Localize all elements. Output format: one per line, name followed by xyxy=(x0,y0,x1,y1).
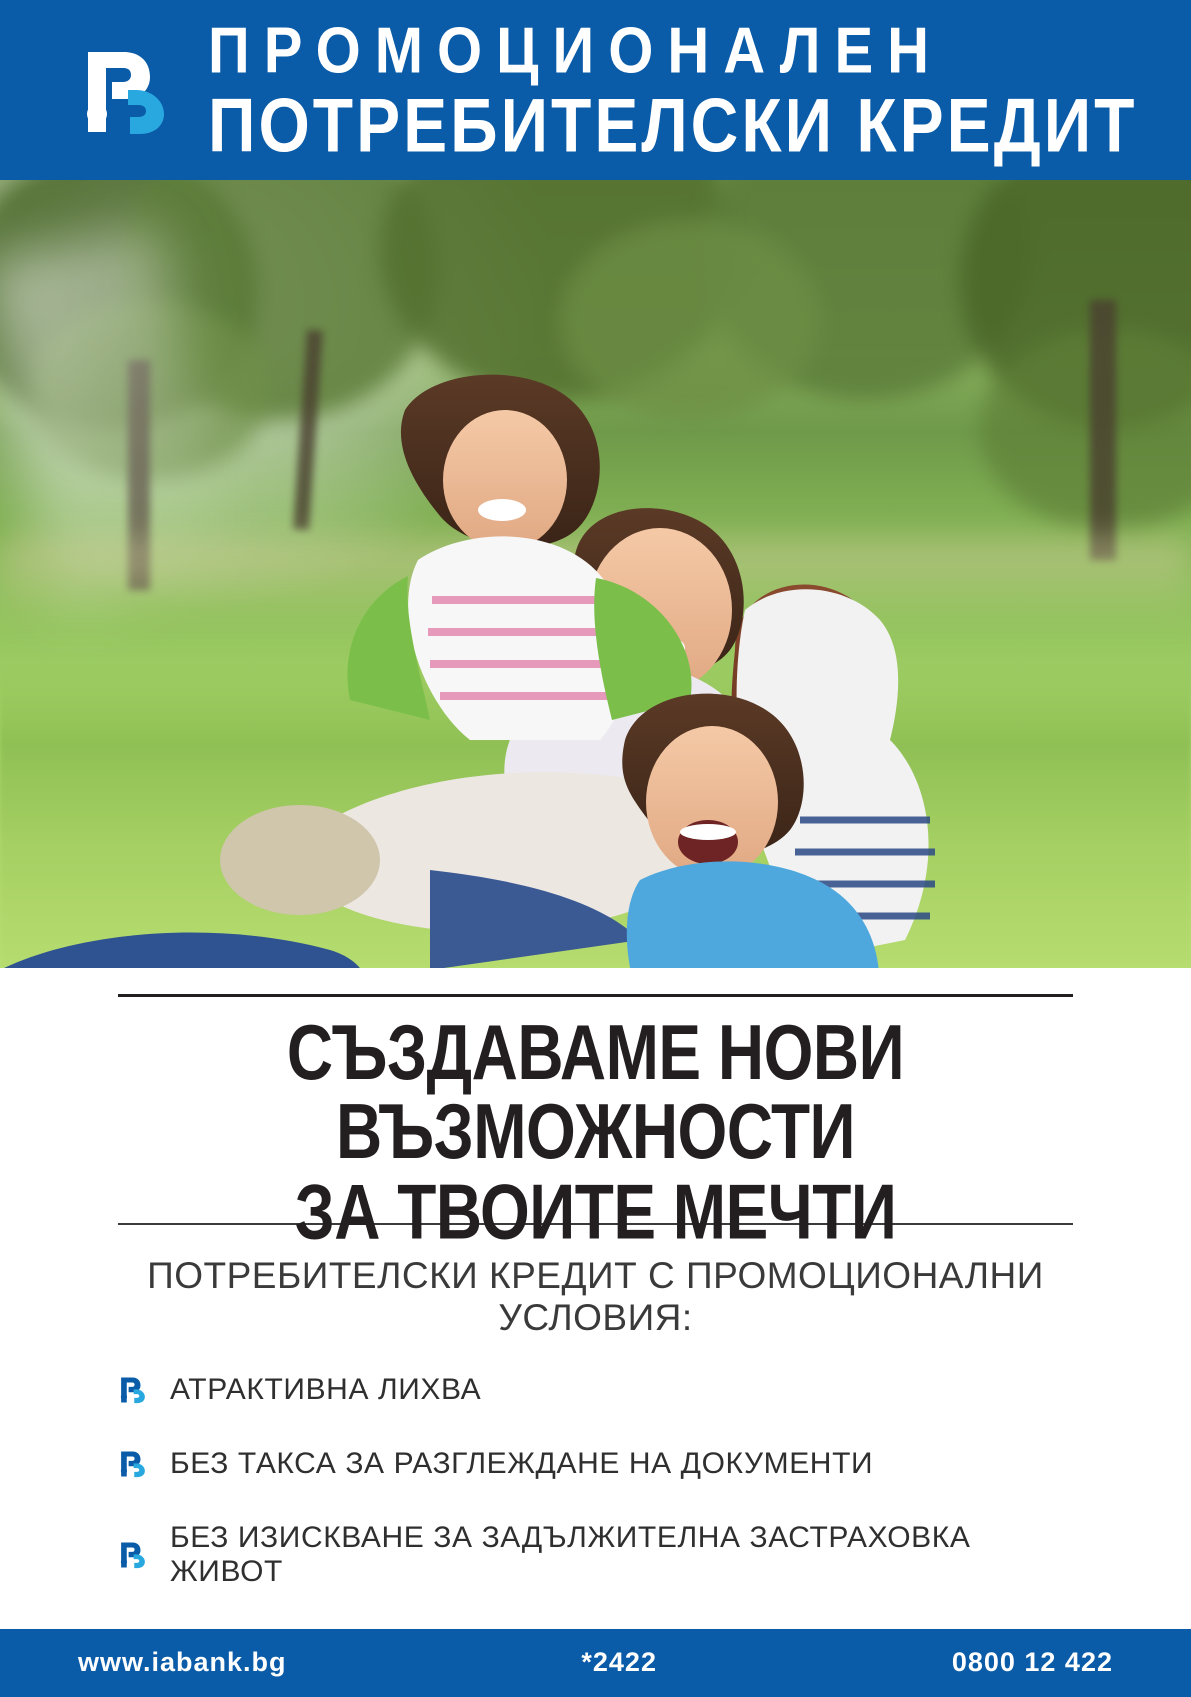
jeans xyxy=(0,933,368,968)
list-item xyxy=(118,1447,1073,1481)
footer-phone[interactable]: 0800 12 422 xyxy=(951,1647,1113,1678)
poster-content xyxy=(0,968,1191,1629)
subheadline: ПОТРЕБИТЕЛСКИ КРЕДИТ С ПРОМОЦИОНАЛНИ УСЛОВИЯ: xyxy=(147,1254,1044,1338)
list-item xyxy=(118,1521,1073,1589)
hero-photo xyxy=(0,180,1191,968)
footer-short-number[interactable]: *2422 xyxy=(581,1647,657,1678)
benefits-list xyxy=(118,1373,1073,1589)
headline-line2: ЗА ТВОИТЕ МЕЧТИ xyxy=(294,1167,897,1256)
header-title-line1: ПРОМОЦИОНАЛЕН xyxy=(208,14,944,87)
list-item xyxy=(118,1373,1073,1407)
iabank-bullet-icon xyxy=(118,1540,148,1570)
poster-footer xyxy=(0,1629,1191,1697)
family-illustration xyxy=(0,180,1191,968)
divider-top xyxy=(118,994,1073,997)
iabank-bullet-icon xyxy=(118,1449,148,1479)
footer-website[interactable]: www.iabank.bg xyxy=(78,1647,287,1678)
list-item-label: БЕЗ ТАКСА ЗА РАЗГЛЕЖДАНЕ НА ДОКУМЕНТИ xyxy=(170,1446,874,1480)
poster-header xyxy=(0,0,1191,180)
list-item-label: АТРАКТИВНА ЛИХВА xyxy=(170,1372,482,1406)
page-title xyxy=(118,1008,1073,1256)
iabank-logo-icon xyxy=(78,44,174,140)
header-titles xyxy=(208,14,1138,168)
iabank-bullet-icon xyxy=(118,1375,148,1405)
list-item-label: БЕЗ ИЗИСКВАНЕ ЗА ЗАДЪЛЖИТЕЛНА ЗАСТРАХОВКА ЖИВОТ xyxy=(170,1520,971,1588)
headline-line1: СЪЗДАВАМЕ НОВИ ВЪЗМОЖНОСТИ xyxy=(286,1008,905,1176)
header-title-line2: ПОТРЕБИТЕЛСКИ КРЕДИТ xyxy=(208,82,1138,168)
